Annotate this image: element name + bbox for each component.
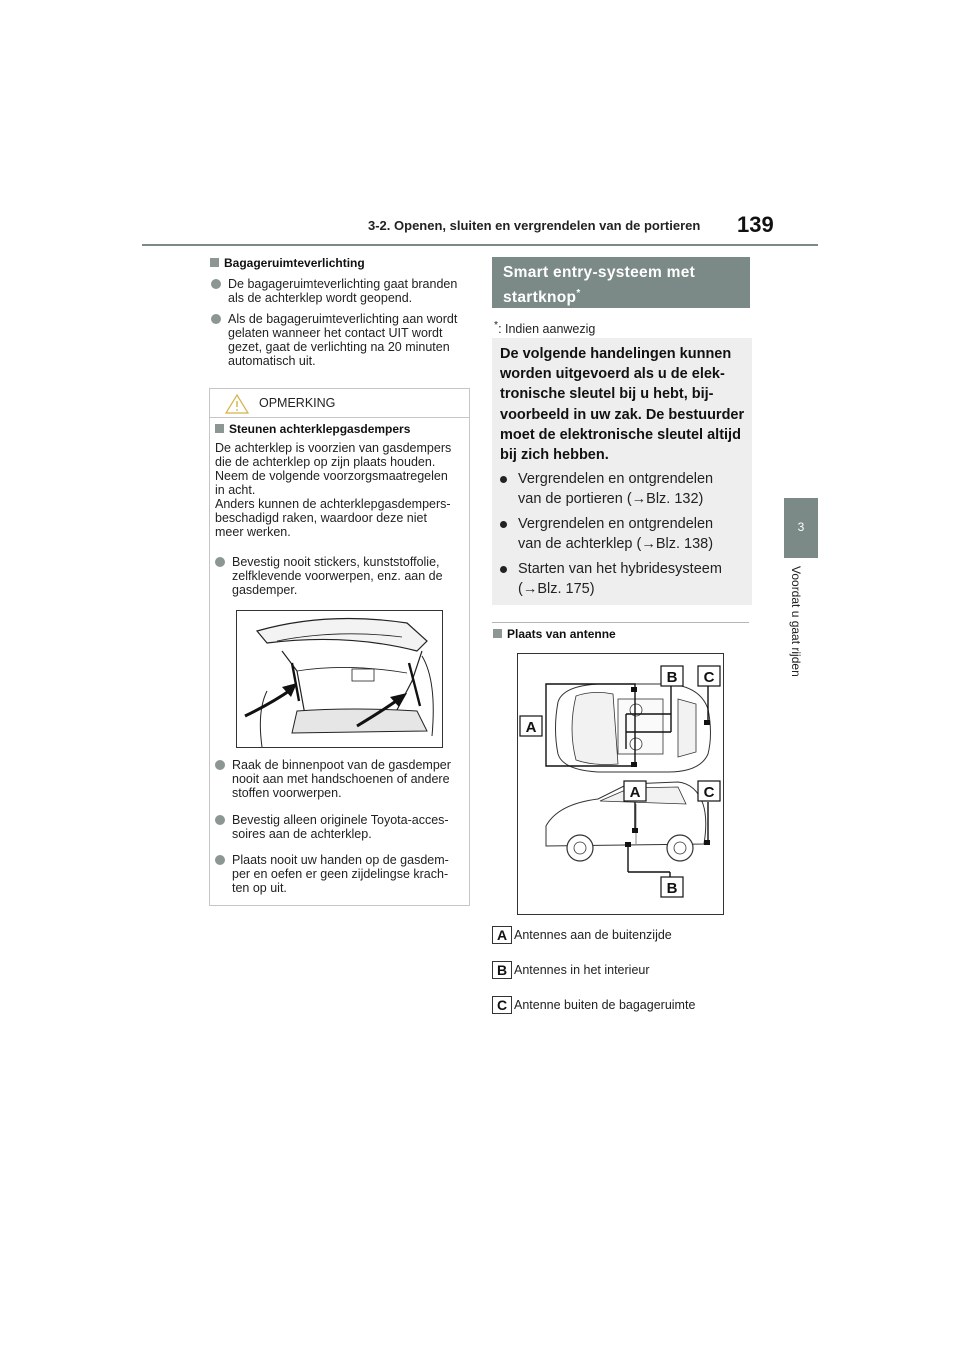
bullet-text: Raak de binnenpoot van de gasdemper nooit aan met handschoenen of andere stoffen voorwerpen. <box>232 758 451 800</box>
legend-text: Antennes aan de buitenzijde <box>514 928 672 942</box>
bullet-dot-icon <box>211 314 221 324</box>
note-title: OPMERKING <box>259 396 336 410</box>
list-item <box>215 853 465 897</box>
list-item <box>500 559 750 599</box>
legend-letter: A <box>492 926 512 944</box>
chapter-tab <box>784 498 818 558</box>
list-item <box>215 758 465 802</box>
note-subheading <box>215 422 410 436</box>
chapter-label: Voordat u gaat rijden <box>789 566 803 677</box>
page-number: 139 <box>737 212 774 237</box>
list-item <box>500 469 750 509</box>
svg-text:C: C <box>703 784 715 801</box>
bullet-text: Vergrendelen en ontgrendelen van de achterklep (→Blz. 138) <box>518 516 714 552</box>
list-item <box>500 514 750 554</box>
legend-item <box>492 996 752 1016</box>
svg-text:A: A <box>525 719 537 736</box>
legend-text: Antenne buiten de bagageruimte <box>514 998 696 1012</box>
warning-triangle-icon <box>225 394 249 414</box>
legend-letter: B <box>492 961 512 979</box>
svg-text:A: A <box>629 784 641 801</box>
lighting-heading <box>210 256 365 270</box>
square-marker-icon <box>493 629 502 638</box>
chapter-number: 3 <box>797 520 805 534</box>
antenna-location-diagram <box>517 653 724 915</box>
note-paragraph: De achterklep is voorzien van gasdempers die de achterklep op zijn plaats houden. Neem de volgende voorzorgsmaatregelen in acht. Anders kunnen de achterklepgasdempers- beschadigd raken, waardoor deze niet meer werken. <box>215 441 452 539</box>
diagram-label-b-side <box>661 877 683 897</box>
antenna-drawing <box>518 654 723 914</box>
legend-item <box>492 926 752 946</box>
footnote-text: : Indien aanwezig <box>498 322 596 337</box>
bullet-dot-icon <box>211 279 221 289</box>
antenna-heading-text: Plaats van antenne <box>507 627 616 641</box>
note-box <box>209 388 470 906</box>
bullet-text: Starten van het hybridesysteem (→Blz. 175) <box>518 561 722 597</box>
tailgate-drawing <box>237 611 442 747</box>
bullet-dot-icon <box>215 815 225 825</box>
diagram-label-c-top <box>698 666 720 686</box>
svg-text:C: C <box>703 669 715 686</box>
bullet-text: Vergrendelen en ontgrendelen van de portieren (→Blz. 132) <box>518 471 714 507</box>
smart-entry-box <box>492 338 752 605</box>
smart-entry-heading <box>492 257 750 308</box>
square-marker-icon <box>210 258 219 267</box>
footnote <box>494 320 595 336</box>
smart-entry-intro: De volgende handelingen kunnen worden uitgevoerd als u de elek-tronische sleutel bij u hebt, bij-voorbeeld in uw zak. De bestuurder moet de elektronische sleutel altijd bij zich hebben. <box>500 346 745 464</box>
diagram-label-a-top <box>520 716 542 736</box>
list-item <box>211 312 471 370</box>
header-rule <box>142 244 818 246</box>
square-marker-icon <box>215 424 224 433</box>
diagram-label-b-top <box>661 666 683 686</box>
smart-entry-heading-text: Smart entry-systeem met startknop* <box>503 264 696 307</box>
bullet-dot-icon <box>215 760 225 770</box>
bullet-text: De bagageruimteverlichting gaat branden als de achterklep wordt geopend. <box>228 277 458 305</box>
legend-letter: C <box>492 996 512 1014</box>
note-subheading-text: Steunen achterklepgasdempers <box>229 422 411 436</box>
section-title: 3-2. Openen, sluiten en vergrendelen van de portieren <box>368 218 701 233</box>
bullet-dot-icon <box>215 557 225 567</box>
bullet-dot-icon <box>500 521 507 528</box>
list-item <box>211 277 471 307</box>
bullet-dot-icon <box>500 476 507 483</box>
lighting-heading-text: Bagageruimteverlichting <box>224 256 365 270</box>
tailgate-illustration <box>236 610 443 748</box>
bullet-text: Bevestig nooit stickers, kunststoffolie, zelfklevende voorwerpen, enz. aan de gasdemper. <box>232 555 443 597</box>
note-divider <box>210 417 469 418</box>
list-item <box>215 555 465 599</box>
bullet-text: Als de bagageruimteverlichting aan wordt gelaten wanneer het contact UIT wordt gezet, gaat de verlichting na 20 minuten automatisch uit. <box>228 312 458 368</box>
diagram-label-c-side <box>698 781 720 801</box>
bullet-dot-icon <box>500 566 507 573</box>
list-item <box>215 813 465 843</box>
footnote-mark: * <box>494 320 499 331</box>
antenna-heading <box>493 627 616 641</box>
legend-item <box>492 961 752 981</box>
svg-text:B: B <box>666 669 678 686</box>
svg-text:B: B <box>666 880 678 897</box>
bullet-dot-icon <box>215 855 225 865</box>
diagram-label-a-side <box>624 781 646 801</box>
bullet-text: Bevestig alleen originele Toyota-acces- soires aan de achterklep. <box>232 813 449 841</box>
bullet-text: Plaats nooit uw handen op de gasdem- per en oefen er geen zijdelingse krach- ten op uit. <box>232 853 449 895</box>
legend-text: Antennes in het interieur <box>514 963 650 977</box>
section-divider <box>492 622 749 623</box>
